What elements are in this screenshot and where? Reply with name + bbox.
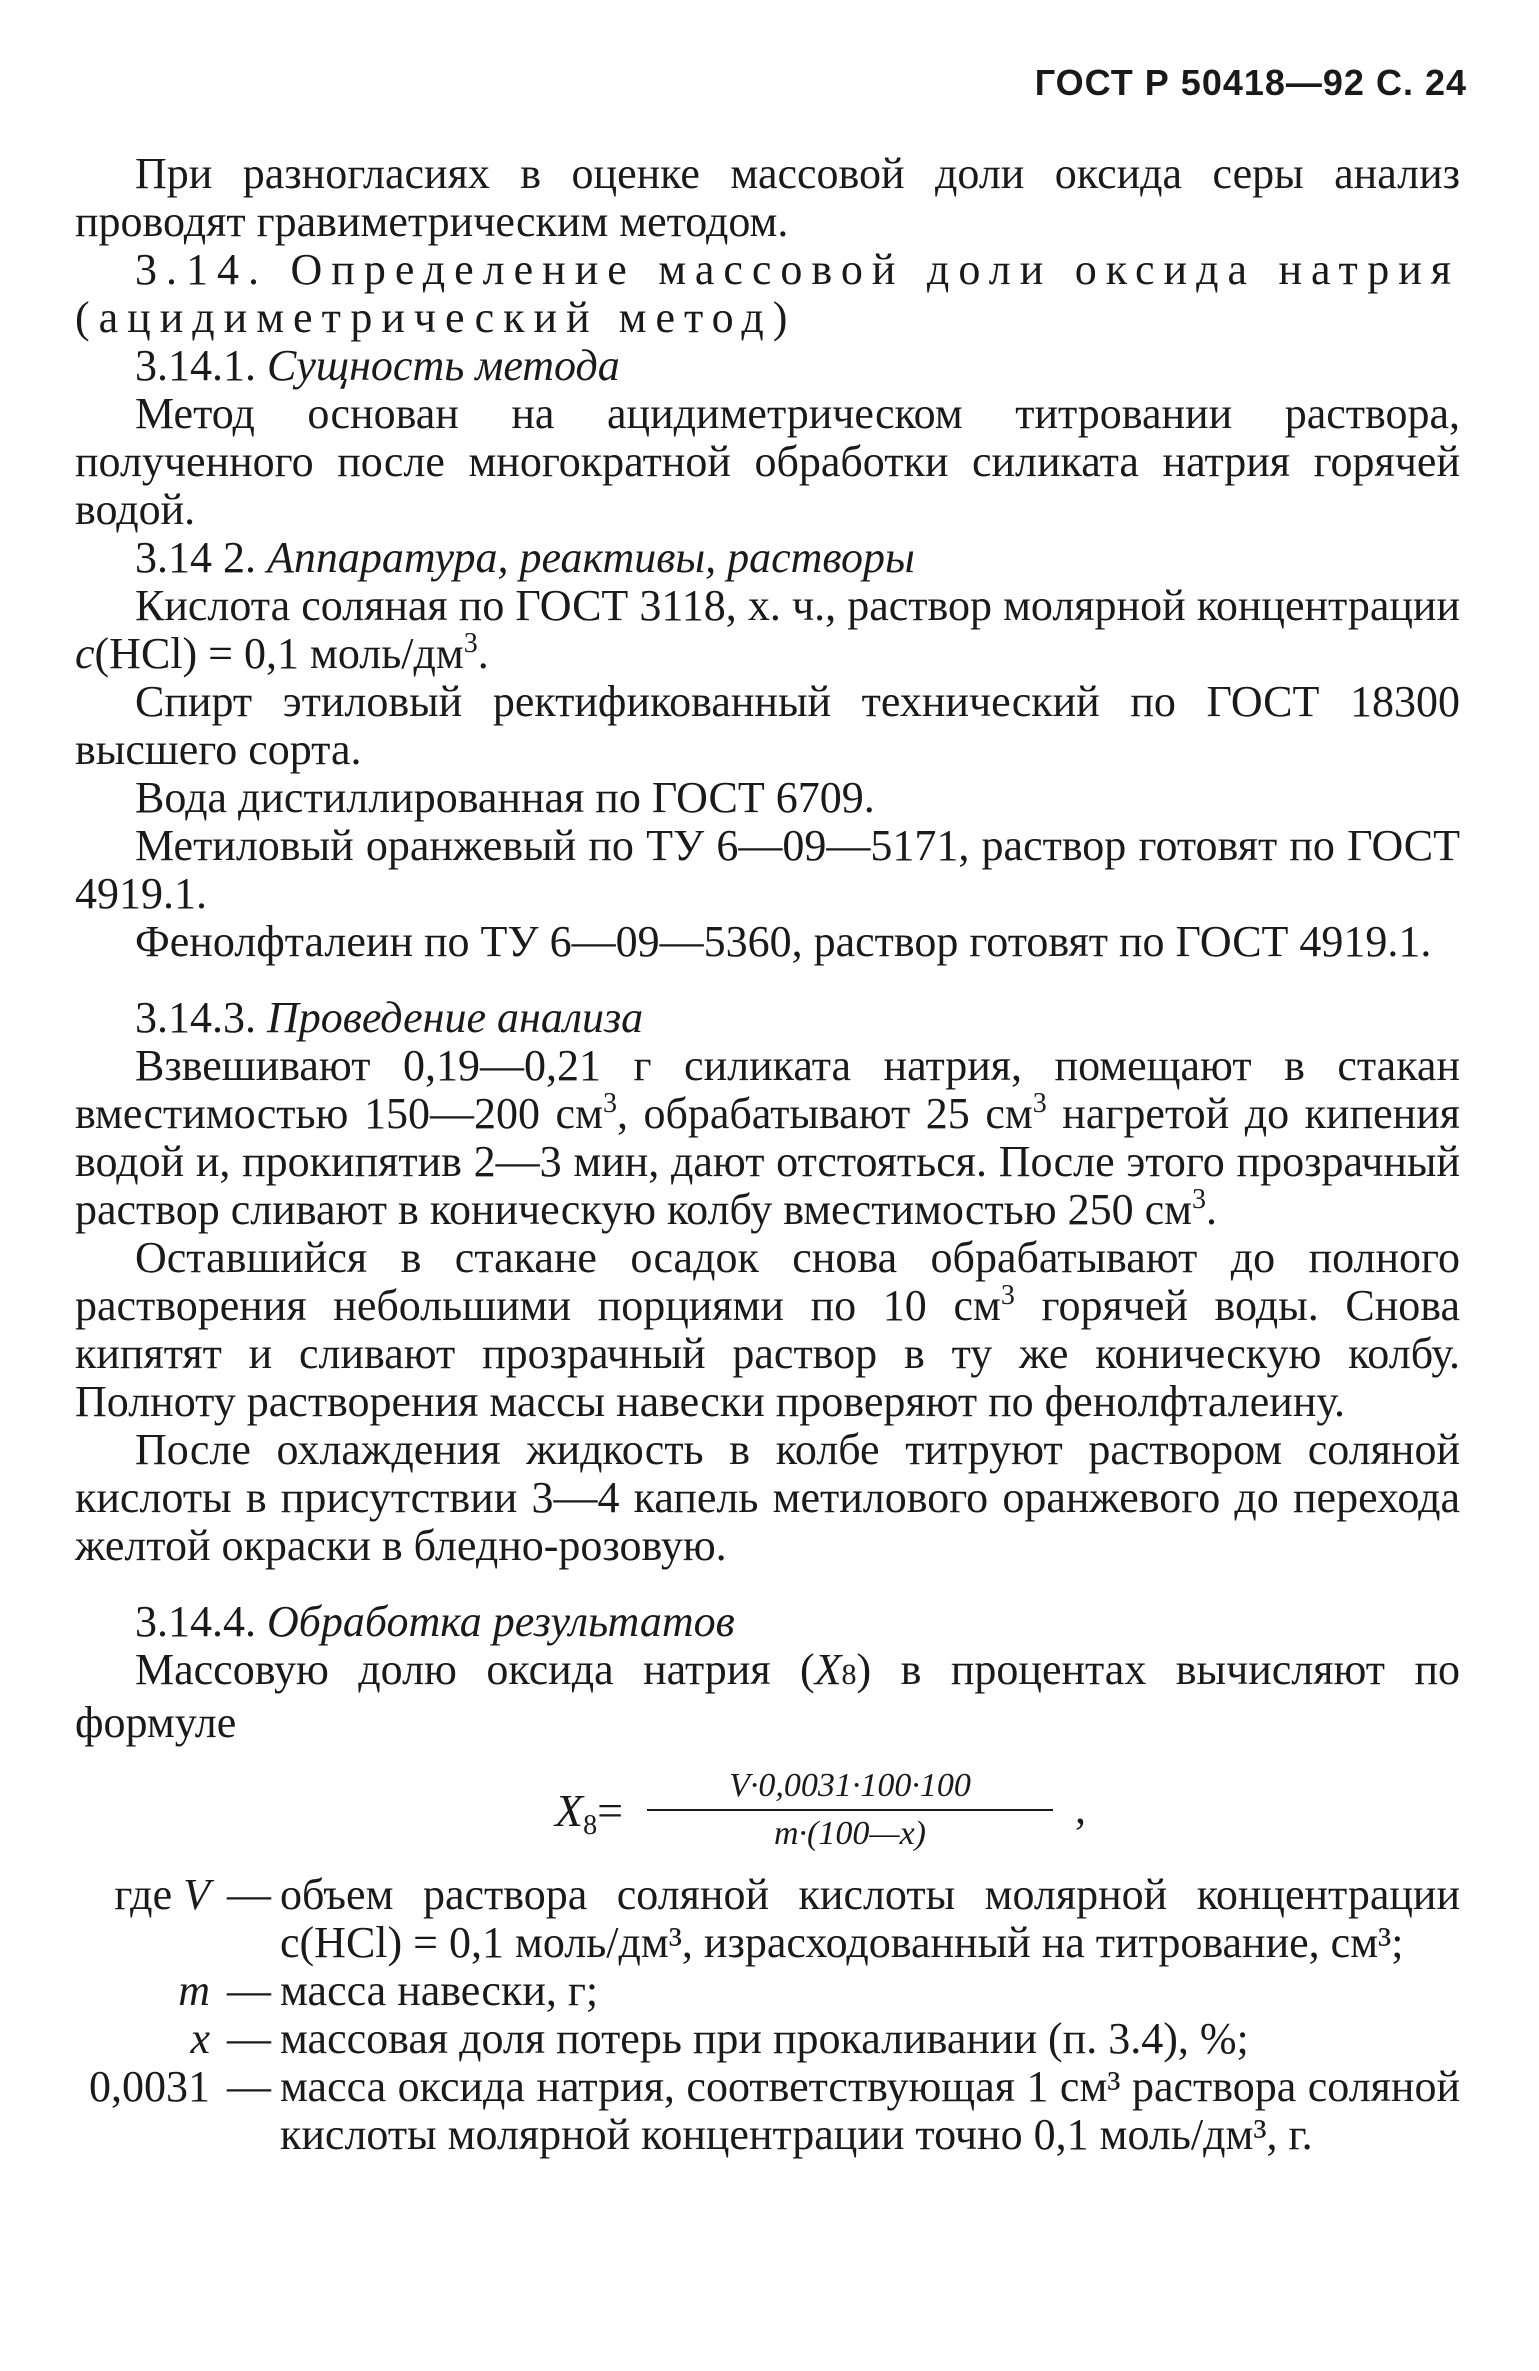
section-3-14-1-heading [75,342,1460,390]
reagent-phenolphthalein: Фенолфталеин по ТУ 6—09—5360, раствор готовят по ГОСТ 4919.1. [135,917,1432,966]
method-paragraph: Метод основан на ацидиметрическом титровании раствора, полученного после многократной обработки силиката натрия горячей водой. [75,389,1460,534]
calc-intro: Массовую долю оксида натрия (X8) в процентах вычисляют по формуле [75,1645,1460,1747]
definition-term: 0,0031 [89,2062,210,2111]
section-3-14-3-heading [75,994,1460,1042]
analysis-paragraph-2: Оставшийся в стакане осадок снова обрабатывают до полного растворения небольшими порциями по 10 $см^3$ горячей воды. Снова кипятят и сливают прозрачный раствор в ту же коническую колбу. Полноту растворения массы навески проверяют по фенолфталеину. [75,1233,1460,1426]
definition-term: где V [114,1870,210,1919]
section-title: Сущность метода [267,341,620,390]
reagent-alcohol: Спирт этиловый ректификованный технический по ГОСТ 18300 высшего сорта. [75,677,1460,774]
formula-comma: , [1075,1784,1086,1833]
reagent-water: Вода дистиллированная по ГОСТ 6709. [135,773,875,822]
section-title: Обработка результатов [267,1597,735,1646]
section-number: 3.14.3. [135,993,256,1042]
definition-term: m [178,1966,210,2015]
definition-dash: — [227,1966,271,2015]
section-number: 3.14.1. [135,341,256,390]
definition-text: масса навески, г; [280,1966,599,2015]
page-header: ГОСТ Р 50418—92 С. 24 [1034,62,1467,103]
definition-row [75,2015,1460,2063]
definition-text: масса оксида натрия, соответствующая 1 см³ раствора соляной кислоты молярной концентрации точно 0,1 моль/дм³, г. [280,2062,1460,2159]
definition-text: объем раствора соляной кислоты молярной концентрации c(HCl) = 0,1 моль/дм³, израсходованный на титрование, см³; [280,1870,1460,1967]
section-number: 3.14 2. [135,533,256,582]
section-3-14-heading: 3.14. Определение массовой доли оксида натрия (ацидиметрический метод) [75,245,1460,342]
definition-text: массовая доля потерь при прокаливании (п. 3.4), %; [280,2014,1249,2063]
definition-dash: — [227,1870,271,1919]
section-title: Аппаратура, реактивы, растворы [267,533,915,582]
definition-term: x [190,2014,210,2063]
formula-fraction [647,1765,1053,1855]
definition-dash: — [227,2014,271,2063]
analysis-paragraph-3: После охлаждения жидкость в колбе титруют раствором соляной кислоты в присутствии 3—4 капель метилового оранжевого до перехода желтой окраски в бледно-розовую. [75,1425,1460,1570]
definition-dash: — [227,2062,271,2111]
analysis-paragraph-1: Взвешивают 0,19—0,21 г силиката натрия, помещают в стакан вместимостью 150—200 $см^3$, обрабатывают 25 $см^3$ нагретой до кипения водой и, прокипятив 2—3 мин, дают отстояться. После этого прозрачный раствор сливают в коническую колбу вместимостью 250 $см^3$. [75,1041,1460,1234]
reagent-hcl: Кислота соляная по ГОСТ 3118, х. ч., раствор молярной концентрации c(HCl) = 0,1 моль/$дм^3$. [75,581,1460,678]
reagent-methyl-orange: Метиловый оранжевый по ТУ 6—09—5171, раствор готовят по ГОСТ 4919.1. [75,821,1460,918]
section-3-14-2-heading [75,534,1460,582]
section-title: Проведение анализа [267,993,644,1042]
definitions-list [75,1871,1460,2159]
section-number: 3.14.4. [135,1597,256,1646]
formula [75,1765,1460,1861]
formula-numerator: V·0,0031·100·100 [647,1765,1053,1811]
intro-paragraph: При разногласиях в оценке массовой доли оксида серы анализ проводят гравиметрическим методом. [75,149,1460,246]
definition-row [75,1871,1460,1967]
definition-row [75,1967,1460,2015]
document-body [75,150,1460,2159]
section-3-14-4-heading [75,1598,1460,1646]
formula-lhs: $X_8=$ [555,1785,624,1841]
formula-denominator: m·(100—x) [773,1815,927,1852]
definition-row [75,2063,1460,2159]
